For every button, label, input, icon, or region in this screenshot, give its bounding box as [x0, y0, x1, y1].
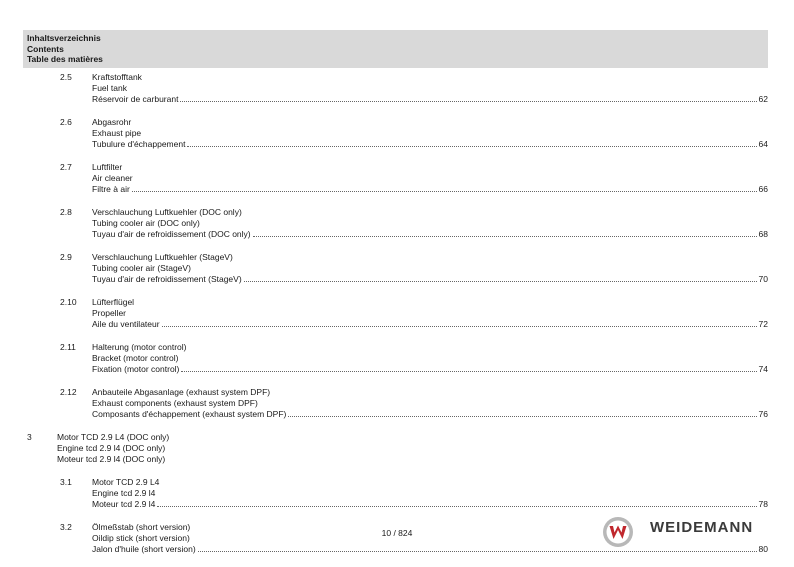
- toc-header: [23, 30, 768, 68]
- entry-page-number[interactable]: 68: [758, 229, 768, 239]
- entry-title-fr: Composants d'échappement (exhaust system DPF): [92, 409, 287, 419]
- entry-page-number[interactable]: 76: [758, 409, 768, 419]
- header-title-de: Inhaltsverzeichnis: [27, 33, 101, 43]
- chapter-number: 3: [27, 432, 32, 442]
- entry-title-de: Verschlauchung Luftkuehler (DOC only): [92, 207, 242, 217]
- dot-leader: [198, 550, 757, 552]
- entry-title-en: Bracket (motor control): [92, 353, 179, 363]
- entry-title-en: Propeller: [92, 308, 127, 318]
- entry-title-de: Luftfilter: [92, 162, 123, 172]
- dot-leader: [162, 325, 757, 327]
- entry-title-fr: Réservoir de carburant: [92, 94, 179, 104]
- toc-entry[interactable]: [0, 297, 794, 330]
- entry-title-de: Ölmeßstab (short version): [92, 522, 191, 532]
- dot-leader: [157, 505, 756, 507]
- entry-title-fr: Filtre à air: [92, 184, 130, 194]
- entry-number: 2.12: [60, 387, 77, 397]
- entry-page-number[interactable]: 74: [758, 364, 768, 374]
- dot-leader: [181, 370, 756, 372]
- toc-chapter[interactable]: [0, 432, 794, 465]
- entry-number: 2.9: [60, 252, 72, 262]
- brand-name: WEIDEMANN: [650, 519, 754, 536]
- toc-entry[interactable]: [0, 72, 794, 105]
- entry-title-en: Tubing cooler air (StageV): [92, 263, 191, 273]
- dot-leader: [180, 100, 756, 102]
- dot-leader: [132, 190, 757, 192]
- entry-title-fr: Moteur tcd 2.9 l4: [92, 499, 156, 509]
- toc-entry[interactable]: [0, 477, 794, 510]
- entry-title-fr: Tubulure d'échappement: [92, 139, 186, 149]
- entry-title-en: Exhaust pipe: [92, 128, 142, 138]
- toc-entry[interactable]: [0, 387, 794, 420]
- entry-title-en: Air cleaner: [92, 173, 133, 183]
- entry-page-number[interactable]: 64: [758, 139, 768, 149]
- chapter-title-de: Motor TCD 2.9 L4 (DOC only): [57, 432, 170, 442]
- entry-title-de: Halterung (motor control): [92, 342, 187, 352]
- entry-title-en: Oildip stick (short version): [92, 533, 190, 543]
- entry-page-number[interactable]: 66: [758, 184, 768, 194]
- entry-number: 2.5: [60, 72, 72, 82]
- entry-page-number[interactable]: 72: [758, 319, 768, 329]
- dot-leader: [253, 235, 757, 237]
- header-title-fr: Table des matières: [27, 54, 103, 64]
- dot-leader: [244, 280, 757, 282]
- entry-title-de: Motor TCD 2.9 L4: [92, 477, 160, 487]
- entry-title-en: Tubing cooler air (DOC only): [92, 218, 200, 228]
- entry-page-number[interactable]: 62: [758, 94, 768, 104]
- chapter-title-fr: Moteur tcd 2.9 l4 (DOC only): [57, 454, 166, 464]
- entry-title-de: Anbauteile Abgasanlage (exhaust system DPF): [92, 387, 271, 397]
- entry-number: 2.6: [60, 117, 72, 127]
- table-of-contents: [0, 72, 794, 567]
- entry-title-fr: Aile du ventilateur: [92, 319, 160, 329]
- chapter-title-en: Engine tcd 2.9 l4 (DOC only): [57, 443, 166, 453]
- toc-entry[interactable]: [0, 342, 794, 375]
- header-title-en: Contents: [27, 43, 64, 54]
- dot-leader: [288, 415, 756, 417]
- entry-number: 3.1: [60, 477, 72, 487]
- entry-title-fr: Fixation (motor control): [92, 364, 180, 374]
- entry-number: 3.2: [60, 522, 72, 532]
- entry-title-fr: Tuyau d'air de refroidissement (DOC only): [92, 229, 251, 239]
- entry-page-number[interactable]: 78: [758, 499, 768, 509]
- entry-title-de: Abgasrohr: [92, 117, 132, 127]
- entry-number: 2.8: [60, 207, 72, 217]
- entry-title-de: Verschlauchung Luftkuehler (StageV): [92, 252, 233, 262]
- entry-page-number[interactable]: 80: [758, 544, 768, 554]
- entry-page-number[interactable]: 70: [758, 274, 768, 284]
- page-indicator: 10 / 824: [381, 528, 413, 538]
- entry-title-de: Lüfterflügel: [92, 297, 135, 307]
- entry-title-fr: Tuyau d'air de refroidissement (StageV): [92, 274, 242, 284]
- entry-title-en: Exhaust components (exhaust system DPF): [92, 398, 258, 408]
- toc-entry[interactable]: [0, 117, 794, 150]
- entry-number: 2.11: [60, 342, 76, 352]
- toc-entry[interactable]: [0, 162, 794, 195]
- toc-entry[interactable]: [0, 207, 794, 240]
- entry-number: 2.10: [60, 297, 77, 307]
- entry-title-en: Engine tcd 2.9 l4: [92, 488, 156, 498]
- entry-title-de: Kraftstofftank: [92, 72, 142, 82]
- entry-number: 2.7: [60, 162, 72, 172]
- entry-title-en: Fuel tank: [92, 83, 127, 93]
- toc-entry[interactable]: [0, 252, 794, 285]
- weidemann-w-logo-icon: [602, 516, 634, 548]
- entry-title-fr: Jalon d'huile (short version): [92, 544, 196, 554]
- dot-leader: [187, 145, 756, 147]
